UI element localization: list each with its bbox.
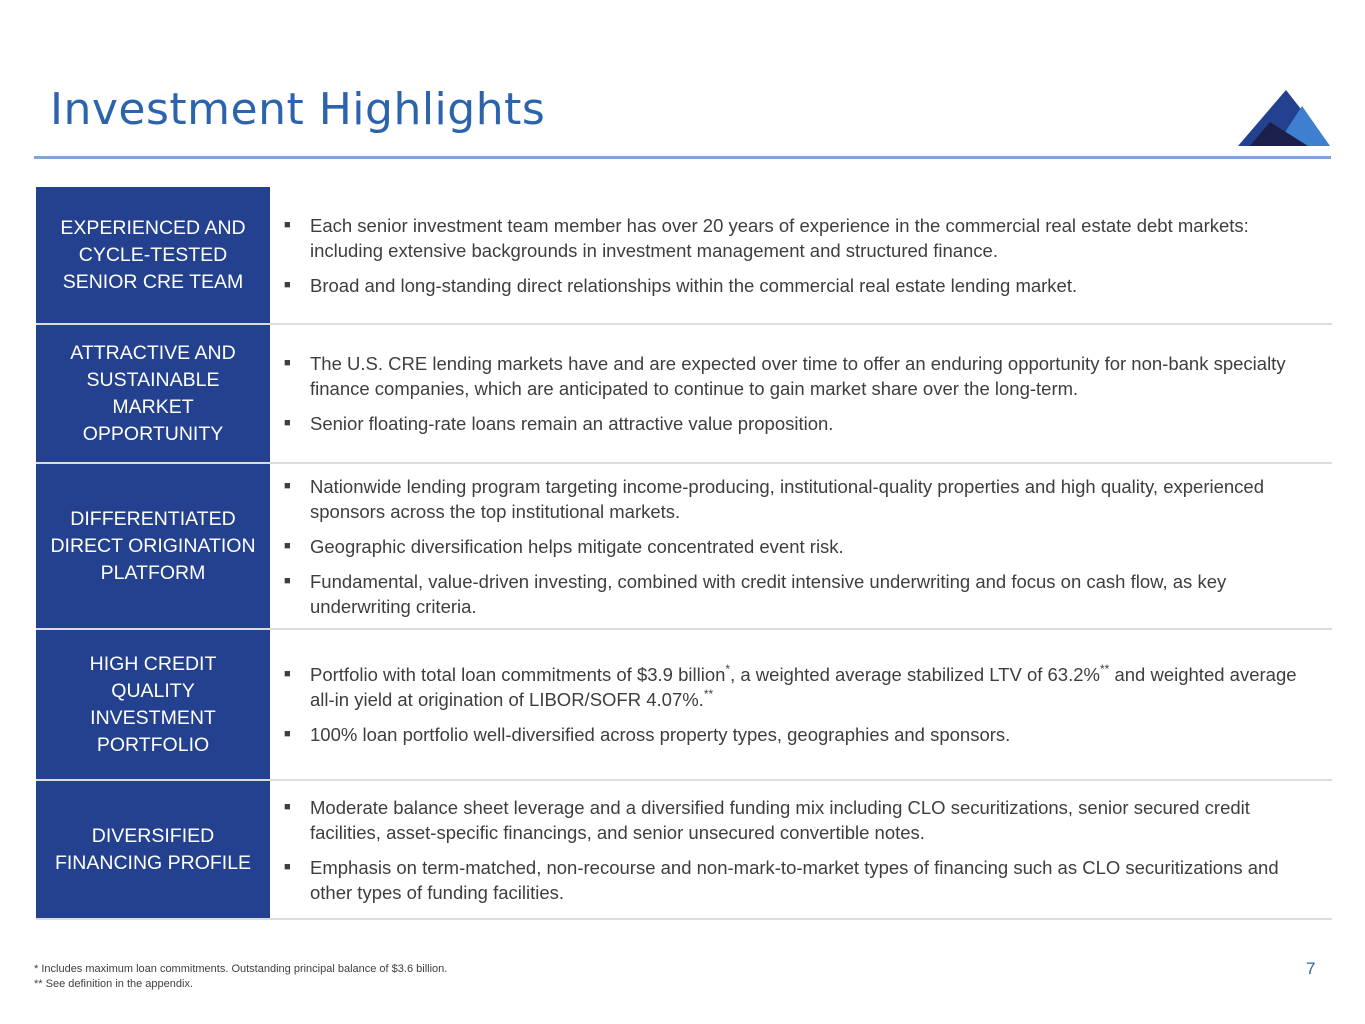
footnotes — [34, 962, 447, 992]
bullet-square-icon: ■ — [284, 278, 291, 291]
row-label: HIGH CREDIT QUALITY INVESTMENT PORTFOLIO — [36, 630, 270, 779]
row-content — [270, 630, 1332, 779]
highlights-table — [36, 187, 1332, 920]
row-label: DIVERSIFIED FINANCING PROFILE — [36, 781, 270, 918]
highlight-row — [36, 630, 1332, 781]
row-label: EXPERIENCED AND CYCLE-TESTED SENIOR CRE TEAM — [36, 187, 270, 323]
bullet-text: Fundamental, value-driven investing, combined with credit intensive underwriting and focus on cash flow, as key underwriting criteria. — [310, 570, 1227, 617]
page-title: Investment Highlights — [50, 84, 546, 135]
highlight-row — [36, 187, 1332, 325]
bullet-text-part: and weighted average all-in yield at origination of LIBOR/SOFR 4.07%. — [310, 664, 1297, 710]
bullet-text: Geographic diversification helps mitigate concentrated event risk. — [310, 535, 844, 557]
bullet-item — [284, 795, 1322, 845]
bullet-square-icon: ■ — [284, 479, 291, 492]
bullet-square-icon: ■ — [284, 218, 291, 231]
row-content — [270, 464, 1332, 628]
mountain-logo-icon — [1236, 88, 1332, 148]
bullet-text: Nationwide lending program targeting income-producing, institutional-quality properties and high quality, experienced sponsors across the top institutional markets. — [310, 475, 1264, 522]
bullet-text: Broad and long-standing direct relationships within the commercial real estate lending market. — [310, 274, 1078, 296]
bullet-text-part: Portfolio with total loan commitments of $3.9 billion — [310, 664, 726, 685]
bullet-item — [284, 474, 1322, 524]
footnote: * Includes maximum loan commitments. Outstanding principal balance of $3.6 billion. — [34, 963, 448, 975]
row-label: ATTRACTIVE AND SUSTAINABLE MARKET OPPORTUNITY — [36, 325, 270, 462]
highlight-row — [36, 781, 1332, 920]
bullet-item — [284, 722, 1322, 747]
bullet-text: Each senior investment team member has over 20 years of experience in the commercial real estate debt markets: including extensive backgrounds in investment management and structured finance. — [310, 214, 1249, 261]
footnote: ** See definition in the appendix. — [34, 978, 194, 990]
bullet-text: The U.S. CRE lending markets have and are expected over time to offer an enduring opportunity for non-bank specialty finance companies, which are anticipated to continue to gain market share over the long-term. — [310, 353, 1286, 399]
bullet-item — [284, 855, 1322, 905]
bullet-square-icon: ■ — [284, 574, 291, 587]
row-content — [270, 325, 1332, 462]
row-label: DIFFERENTIATED DIRECT ORIGINATION PLATFORM — [36, 464, 270, 628]
page-number: 7 — [1306, 959, 1316, 978]
row-content — [270, 781, 1332, 918]
bullet-item — [284, 411, 1322, 436]
bullet-square-icon: ■ — [284, 539, 291, 552]
bullet-item — [284, 213, 1322, 263]
bullet-text: 100% loan portfolio well-diversified across property types, geographies and sponsors. — [310, 724, 1011, 745]
bullet-item — [284, 569, 1322, 619]
highlight-row — [36, 325, 1332, 464]
bullet-item — [284, 662, 1322, 712]
bullet-item — [284, 534, 1322, 559]
bullet-text-part: , a weighted average stabilized LTV of 63.2% — [730, 664, 1100, 685]
bullet-text: Emphasis on term-matched, non-recourse and non-mark-to-market types of financing such as CLO securitizations and other types of funding facilities. — [310, 856, 1279, 903]
bullet-square-icon: ■ — [284, 800, 291, 813]
highlight-row — [36, 464, 1332, 630]
bullet-text: Moderate balance sheet leverage and a diversified funding mix including CLO securitizations, senior secured credit facilities, asset-specific financings, and senior unsecured convertible notes. — [310, 796, 1250, 843]
bullet-text — [310, 662, 1322, 712]
bullet-square-icon: ■ — [284, 728, 291, 740]
bullet-text: Senior floating-rate loans remain an attractive value proposition. — [310, 413, 834, 434]
bullet-item — [284, 273, 1322, 298]
bullet-square-icon: ■ — [284, 357, 291, 369]
footnote-marker: ** — [703, 686, 714, 701]
title-divider — [34, 156, 1331, 159]
footnote-marker: * — [725, 661, 731, 676]
bullet-square-icon: ■ — [284, 860, 291, 873]
bullet-square-icon: ■ — [284, 668, 291, 680]
bullet-square-icon: ■ — [284, 417, 291, 429]
row-content — [270, 187, 1332, 323]
bullet-item — [284, 351, 1322, 401]
footnote-marker: ** — [1099, 661, 1110, 676]
